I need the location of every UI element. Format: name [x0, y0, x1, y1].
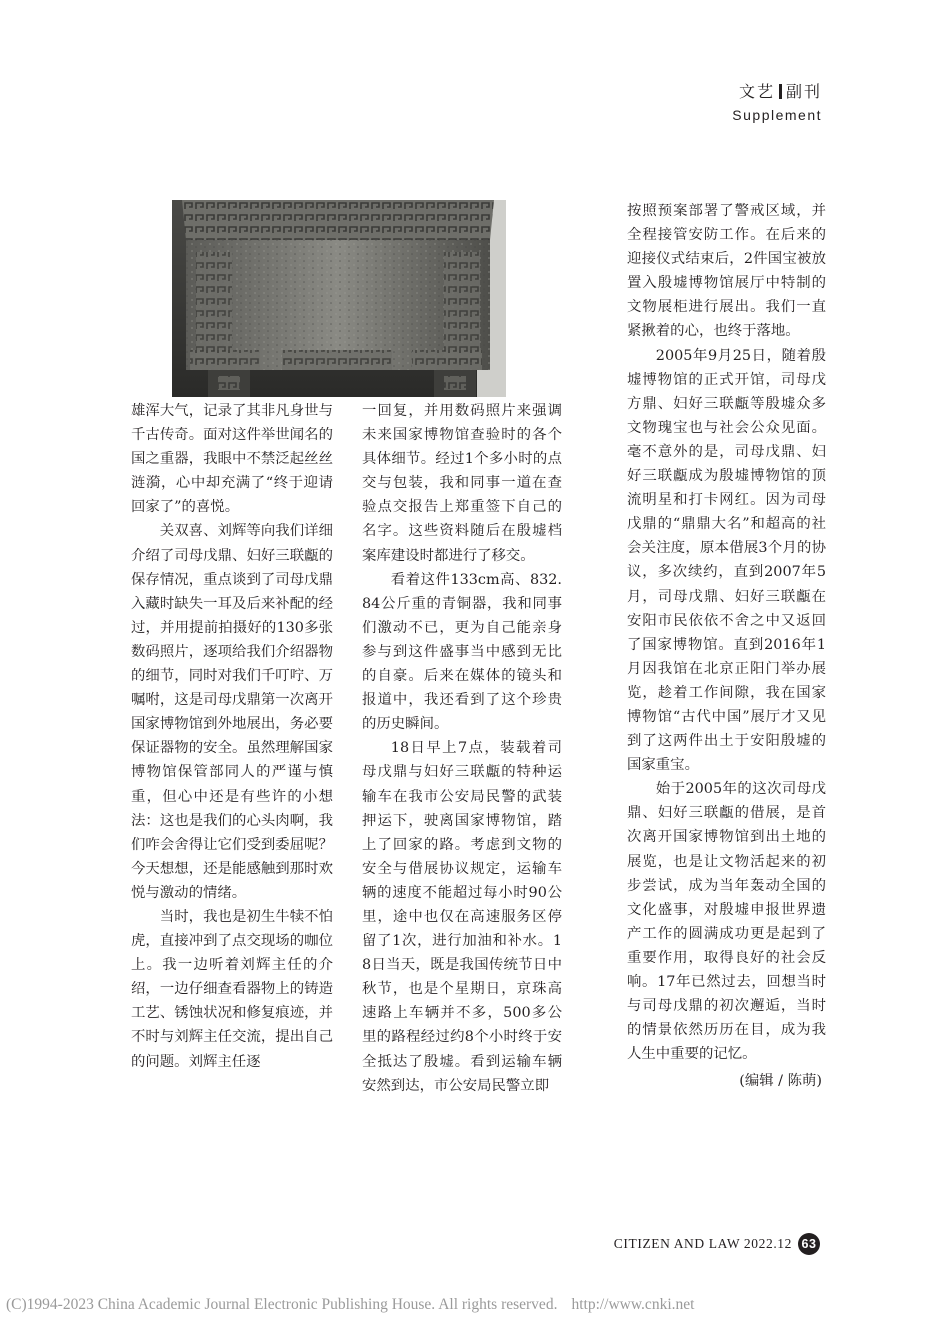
- paragraph: 看着这件133cm高、832.84公斤重的青铜器，我和同事们激动不已，更为自己能亲身参与到这件盛事当中感到无比的自豪。后来在媒体的镜头和报道中，我还看到了这个珍贵的历史瞬间。: [362, 571, 562, 733]
- copyright-url[interactable]: http://www.cnki.net: [571, 1296, 695, 1313]
- bronze-vessel-illustration: [172, 200, 506, 397]
- section-label: 文艺: [738, 82, 775, 101]
- paragraph: 雄浑大气，记录了其非凡身世与千古传奇。面对这件举世闻名的国之重器，我眼中不禁泛起丝丝涟漪，心中却充满了“终于迎请回家了”的喜悦。: [131, 403, 333, 516]
- page-number-badge: 63: [798, 1233, 820, 1255]
- paragraph: 按照预案部署了警戒区域，并全程接管安防工作。在后来的迎接仪式结束后，2件国宝被放置入殷墟博物馆展厅中特制的文物展柜进行展出。我们一直紧揪着的心，也终于落地。: [627, 203, 826, 340]
- paragraph: 关双喜、刘辉等向我们详细介绍了司母戊鼎、妇好三联甗的保存情况，重点谈到了司母戊鼎入藏时缺失一耳及后来补配的经过，并用提前拍摄好的130多张数码照片，逐项给我们介绍器物的细节，同时对我们千叮咛、万嘱咐，这是司母戊鼎第一次离开国家博物馆到外地展出，务必要保证器物的安全。虽然理解国家博物馆保管部同人的严谨与慎重，但心中还是有些许的小想法：这也是我们的心头肉啊，我们咋会舍得让它们受到委屈呢？今天想想，还是能感触到那时欢悦与激动的情绪。: [131, 523, 333, 901]
- paragraph: 始于2005年的这次司母戊鼎、妇好三联甗的借展，是首次离开国家博物馆到出土地的展览，也是让文物活起来的初步尝试，成为当年轰动全国的文化盛事，对殷墟申报世界遗产工作的圆满成功更是起到了重要作用，取得良好的社会反响。17年已然过去，回想当时与司母戊鼎的初次邂逅，当时的情景依然历历在目，成为我人生中重要的记忆。: [627, 781, 826, 1063]
- section-english-title: Supplement: [732, 107, 822, 123]
- editor-credit: (编辑 / 陈萌): [739, 1073, 822, 1090]
- section-header: [732, 80, 822, 126]
- bronze-vessel-photo: [172, 200, 506, 397]
- section-divider: [779, 84, 782, 99]
- page-footer: [614, 1232, 820, 1256]
- paragraph: 18日早上7点，装载着司母戊鼎与妇好三联甗的特种运输车在我市公安局民警的武装押运下，驶离国家博物馆，踏上了回家的路。考虑到文物的安全与借展协议规定，运输车辆的速度不能超过每小时90公里，途中也仅在高速服务区停留了1次，进行加油和补水。18日当天，既是我国传统节日中秋节，也是个星期日，京珠高速路上车辆并不多，500多公里的路程经过约8个小时终于安全抵达了殷墟。看到运输车辆安然到达，市公安局民警立即: [362, 740, 562, 1094]
- text-column-3: [627, 199, 826, 1093]
- copyright-text: (C)1994-2023 China Academic Journal Electronic Publishing House. All rights reserved.: [6, 1296, 558, 1313]
- paragraph: 一回复，并用数码照片来强调未来国家博物馆查验时的各个具体细节。经过1个多小时的点交与包装，我和同事一道在查验点交报告上郑重签下自己的名字。这些资料随后在殷墟档案库建设时都进行了移交。: [362, 403, 562, 564]
- subsection-label: 副刊: [785, 82, 822, 101]
- text-column-2: [362, 399, 562, 1098]
- text-column-1: [131, 399, 333, 1074]
- paragraph: 2005年9月25日，随着殷墟博物馆的正式开馆，司母戊方鼎、妇好三联甗等殷墟众多文物瑰宝也与社会公众见面。毫不意外的是，司母戊鼎、妇好三联甗成为殷墟博物馆的顶流明星和打卡网红。因为司母戊鼎的“鼎鼎大名”和超高的社会关注度，原本借展3个月的协议，多次续约，直到2007年5月，司母戊鼎、妇好三联甗在安阳市民依依不舍之中又返回了国家博物馆。直到2016年1月因我馆在北京正阳门举办展览，趁着工作间隙，我在国家博物馆“古代中国”展厅才又见到了这两件出土于安阳殷墟的国家重宝。: [627, 347, 826, 774]
- paragraph: 当时，我也是初生牛犊不怕虎，直接冲到了点交现场的咖位上。我一边听着刘辉主任的介绍，一边仔细查看器物上的铸造工艺、锈蚀状况和修复痕迹，并不时与刘辉主任交流，提出自己的问题。刘辉主任逐: [131, 908, 333, 1070]
- journal-issue: CITIZEN AND LAW 2022.12: [613, 1236, 792, 1251]
- copyright-notice: [6, 1296, 946, 1314]
- section-title: [732, 80, 822, 104]
